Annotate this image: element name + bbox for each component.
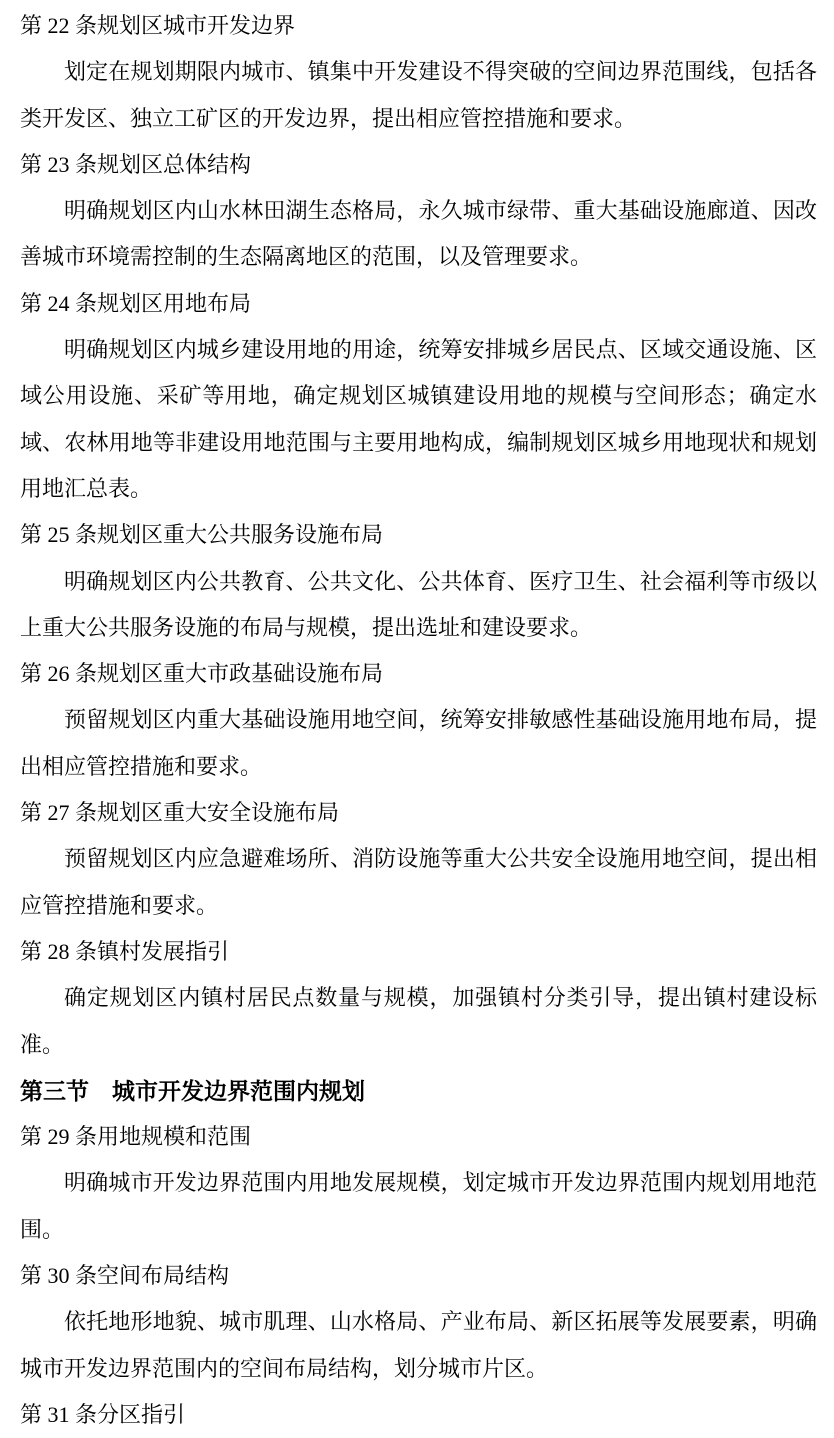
article-heading: 第 27 条规划区重大安全设施布局 xyxy=(20,800,340,826)
section-heading: 第三节 城市开发边界范围内规划 xyxy=(20,1077,365,1104)
body-paragraph: 确定规划区内镇村居民点数量与规模，加强镇村分类引导，提出镇村建设标准。 xyxy=(20,985,817,1057)
body-paragraph: 明确规划区内公共教育、公共文化、公共体育、医疗卫生、社会福利等市级以上重大公共服务设施的布局与规模，提出选址和建设要求。 xyxy=(20,568,817,640)
article-heading: 第 31 条分区指引 xyxy=(20,1401,186,1427)
body-paragraph: 明确规划区内城乡建设用地的用途，统筹安排城乡居民点、区域交通设施、区域公用设施、采矿等用地，确定规划区城镇建设用地的规模与空间形态；确定水域、农林用地等非建设用地范围与主要用地构成，编制规划区城乡用地现状和规划用地汇总表。 xyxy=(20,337,817,501)
article-heading: 第 25 条规划区重大公共服务设施布局 xyxy=(20,522,384,548)
body-paragraph: 预留规划区内应急避难场所、消防设施等重大公共安全设施用地空间，提出相应管控措施和要求。 xyxy=(20,846,817,918)
article-heading: 第 28 条镇村发展指引 xyxy=(20,938,230,964)
body-paragraph: 划定在规划期限内城市、镇集中开发建设不得突破的空间边界范围线，包括各类开发区、独立工矿区的开发边界，提出相应管控措施和要求。 xyxy=(20,59,817,131)
article-heading: 第 24 条规划区用地布局 xyxy=(20,290,252,316)
body-paragraph: 预留规划区内重大基础设施用地空间，统筹安排敏感性基础设施用地布局，提出相应管控措施和要求。 xyxy=(20,707,817,779)
document-content xyxy=(20,3,817,1438)
body-paragraph: 明确城市开发边界范围内用地发展规模，划定城市开发边界范围内规划用地范围。 xyxy=(20,1170,817,1242)
article-heading: 第 26 条规划区重大市政基础设施布局 xyxy=(20,661,384,687)
article-heading: 第 23 条规划区总体结构 xyxy=(20,151,252,177)
article-heading: 第 22 条规划区城市开发边界 xyxy=(20,13,296,38)
article-heading: 第 30 条空间布局结构 xyxy=(20,1263,230,1289)
article-heading: 第 29 条用地规模和范围 xyxy=(20,1124,252,1150)
body-paragraph: 明确规划区内山水林田湖生态格局，永久城市绿带、重大基础设施廊道、因改善城市环境需控制的生态隔离地区的范围，以及管理要求。 xyxy=(20,198,817,270)
body-paragraph: 依托地形地貌、城市肌理、山水格局、产业布局、新区拓展等发展要素，明确城市开发边界范围内的空间布局结构，划分城市片区。 xyxy=(20,1309,817,1381)
